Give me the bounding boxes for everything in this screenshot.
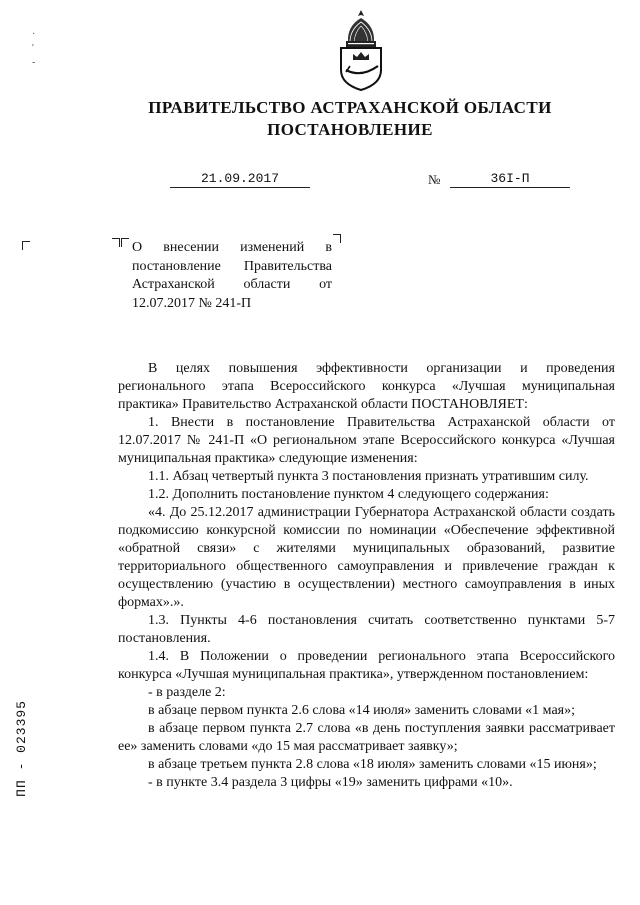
- document-subject: О внесении изменений в постановление Правительства Астраханской области от 12.07.2017 № 241-П: [132, 240, 332, 311]
- body-paragraph: в абзаце третьем пункта 2.8 слова «18 июля» заменить словами «15 июня»;: [148, 757, 597, 772]
- body-paragraph: 1.4. В Положении о проведении регионального этапа Всероссийского конкурса «Лучшая муниципальная практика», утвержденном постановлением:: [118, 649, 615, 682]
- bracket-corner-left-outer: [22, 241, 30, 250]
- bracket-corner-left-inner: [121, 238, 129, 247]
- body-paragraph: «4. До 25.12.2017 администрации Губернатора Астраханской области создать подкомиссию конкурсной комиссии по номинации «Обеспечение эффективной «обратной связи» с жителями муниципальных образований, развитие территориального общественного самоуправления и привлечение граждан к осуществлению (участию в осуществлении) местного самоуправления в иных формах».».: [118, 505, 615, 610]
- margin-marks: · ' -: [32, 29, 36, 68]
- body-paragraph: 1.3. Пункты 4-6 постановления считать соответственно пунктами 5-7 постановления.: [118, 613, 615, 646]
- bracket-corner-right: [333, 234, 341, 243]
- body-paragraph: - в разделе 2:: [148, 685, 226, 700]
- document-body: [118, 360, 615, 792]
- body-paragraph: - в пункте 3.4 раздела 3 цифры «19» заменить цифрами «10».: [148, 775, 513, 790]
- number-sign: №: [428, 172, 441, 187]
- coat-of-arms-emblem: [334, 8, 388, 92]
- organization-heading: ПРАВИТЕЛЬСТВО АСТРАХАНСКОЙ ОБЛАСТИ: [148, 98, 552, 117]
- body-paragraph: 1. Внести в постановление Правительства Астраханской области от 12.07.2017 № 241-П «О региональном этапе Всероссийского конкурса «Лучшая муниципальная практика» следующие изменения:: [118, 415, 615, 466]
- document-number: 36I-П: [450, 171, 570, 188]
- form-serial-number: [14, 700, 54, 880]
- body-paragraph: в абзаце первом пункта 2.6 слова «14 июля» заменить словами «1 мая»;: [148, 703, 575, 718]
- serial-text: ПП - 023395: [14, 700, 29, 797]
- document-type-heading: ПОСТАНОВЛЕНИЕ: [267, 120, 433, 139]
- document-date: 21.09.2017: [170, 171, 310, 188]
- body-paragraph: 1.2. Дополнить постановление пунктом 4 следующего содержания:: [148, 487, 549, 502]
- body-paragraph: в абзаце первом пункта 2.7 слова «в день поступления заявки рассматривает ее» заменить словами «до 15 мая рассматривает заявку»;: [118, 721, 615, 754]
- body-paragraph: В целях повышения эффективности организации и проведения регионального этапа Всероссийского конкурса «Лучшая муниципальная практика» Правительство Астраханской области ПОСТАНОВЛЯЕТ:: [118, 361, 615, 412]
- body-paragraph: 1.1. Абзац четвертый пункта 3 постановления признать утратившим силу.: [148, 469, 589, 484]
- bracket-corner-left: [112, 238, 120, 247]
